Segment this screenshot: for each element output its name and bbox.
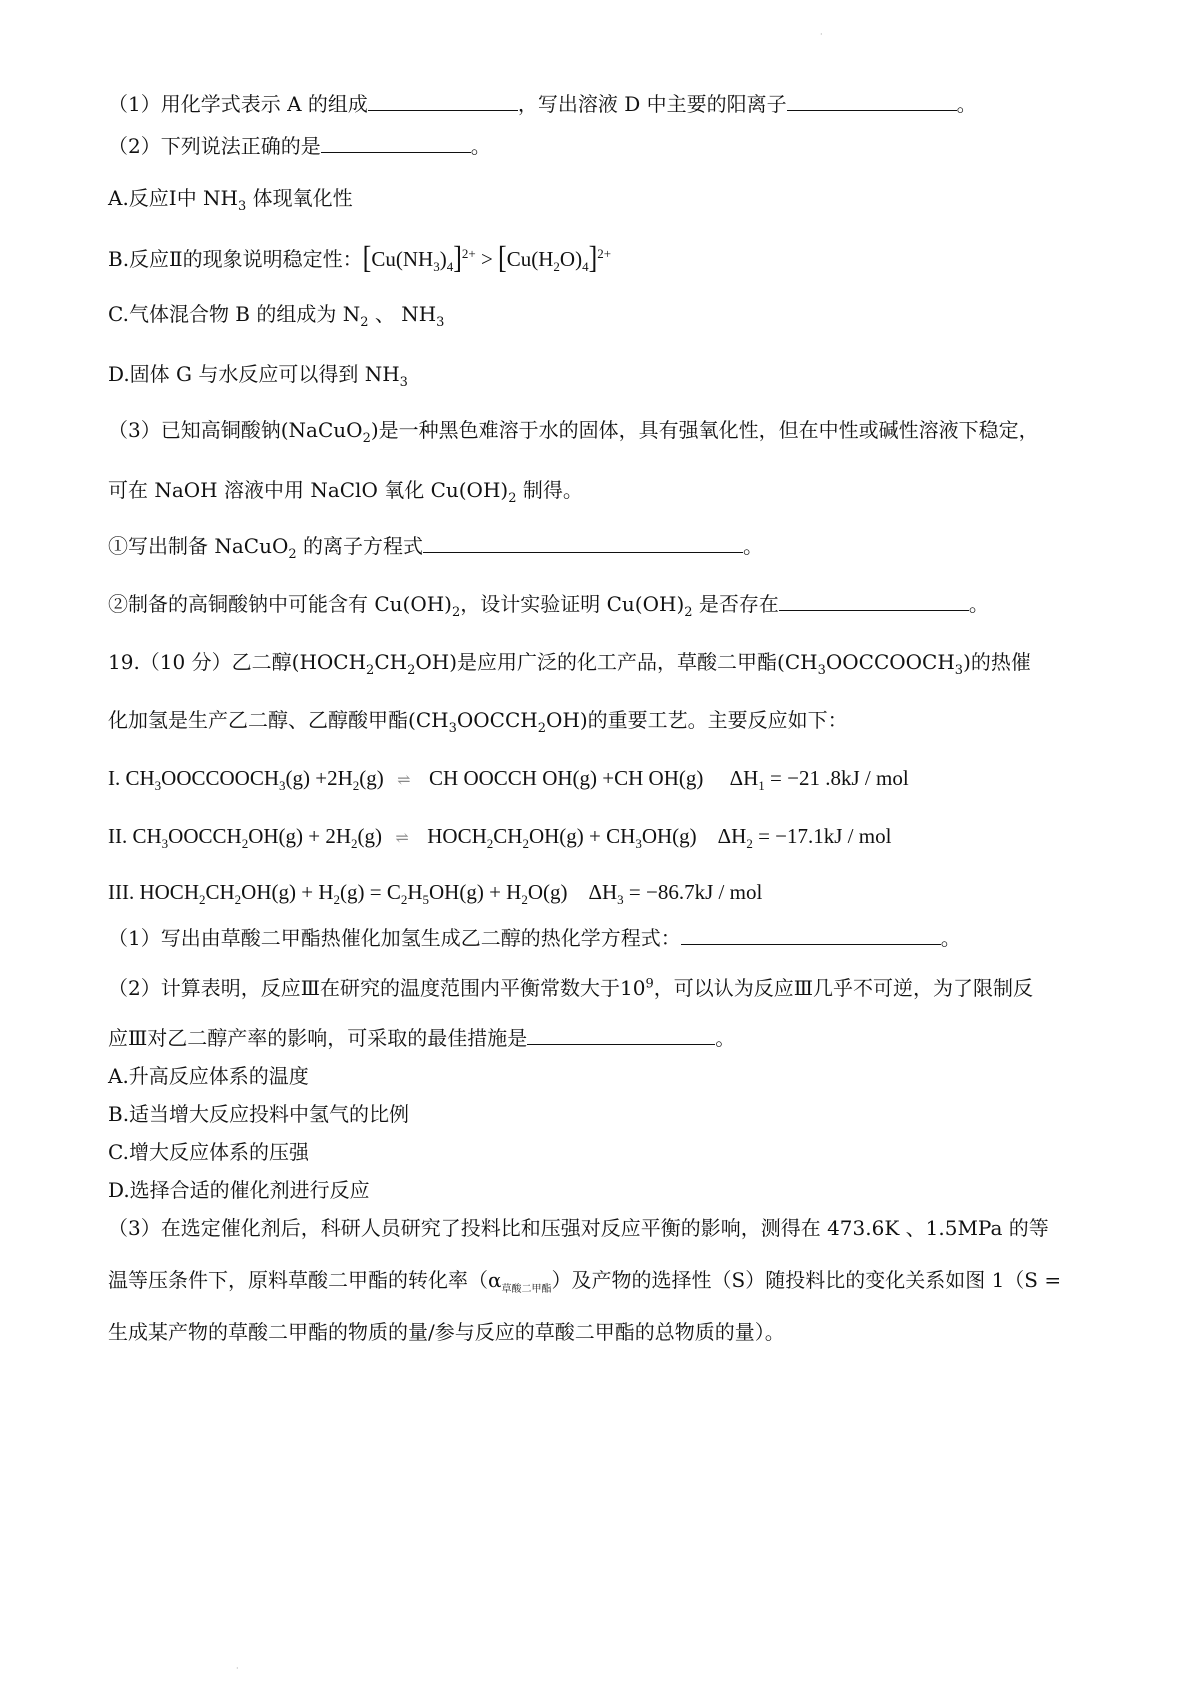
q19-option-b: B.适当增大反应投料中氢气的比例 [108,1102,410,1126]
answer-blank[interactable] [368,90,518,111]
q18-part1: （1）用化学式表示 A 的组成 ，写出溶液 D 中主要的阳离子 。 [108,92,977,116]
q18-part3-sub2: ②制备的高铜酸钠中可能含有 $Cu(OH)_2$，设计实验证明 $Cu(OH)_2$ 是否存在 。 [108,592,989,620]
option-b: B.反应Ⅱ的现象说明稳定性：$[Cu(NH_3)_4]^{2+} > [Cu(H_2O)_4]^{2+}$ [108,240,612,275]
answer-blank[interactable] [321,132,471,153]
scan-dot: · [820,30,823,39]
q19-part2-line1: （2）计算表明，反应Ⅲ在研究的温度范围内平衡常数大于$10^9$，可以认为反应Ⅲ几乎不可逆，为了限制反 [108,976,1034,1000]
answer-blank[interactable] [681,924,941,945]
answer-blank[interactable] [423,532,743,553]
q18-part2: （2）下列说法正确的是 。 [108,134,491,158]
q19-part3-line1: （3）在选定催化剂后，科研人员研究了投料比和压强对反应平衡的影响，测得在 473.6K 、1.5MPa 的等 [108,1216,1049,1240]
q19-part1: （1）写出由草酸二甲酯热催化加氢生成乙二醇的热化学方程式： 。 [108,926,961,950]
q19-part2-line2: 应Ⅲ对乙二醇产率的影响，可采取的最佳措施是 。 [108,1026,736,1050]
q18-part3-line1: （3）已知高铜酸钠(NaCuO$_2$)是一种黑色难溶于水的固体，具有强氧化性，但在中性或碱性溶液下稳定， [108,418,1039,446]
equilibrium-arrow-icon: ⇌ [397,772,411,789]
q19-intro-line2: 化加氢是生产乙二醇、乙醇酸甲酯$(CH_3OOCCH_2OH)$的重要工艺。主要反应如下： [108,708,848,736]
answer-blank[interactable] [787,90,957,111]
q19-part3-line3: 生成某产物的草酸二甲酯的物质的量/参与反应的草酸二甲酯的总物质的量）。 [108,1320,785,1344]
q19-part3-line2: 温等压条件下，原料草酸二甲酯的转化率$(\alpha_{草酸二甲酯})$及产物的选择性（S）随投料比的变化关系如图 1（S = [108,1268,1062,1295]
scan-dot: · [236,1664,239,1673]
reaction-2: II. $CH_3OOCCH_2OH(g) + 2H_2(g)$ ⇌ $HOCH_2CH_2OH(g) + CH_3OH(g)$ $\Delta H_2 = -17.1kJ$ / mol [108,824,892,852]
q18-part3-sub1: ①写出制备 NaCuO$_2$ 的离子方程式 。 [108,534,764,562]
equilibrium-arrow-icon: ⇌ [395,830,409,847]
q18-part3-line2: 可在 NaOH 溶液中用 NaClO 氧化 $Cu(OH)_2$ 制得。 [108,478,583,506]
reaction-1: I. $CH_3OOCCOOCH_3(g) +2H_2(g)$ ⇌ CH OOCCH OH(g) +CH OH(g) $\Delta H_1 = -21$ .8kJ / mol [108,766,909,794]
option-a: A.反应Ⅰ中 $NH_3$ 体现氧化性 [108,186,353,214]
reaction-3: III. $HOCH_2CH_2OH(g) + H_2(g) = C_2H_5OH(g) + H_2O(g)$ $\Delta H_3 = -86.7kJ$ / mol [108,880,763,908]
q19-option-d: D.选择合适的催化剂进行反应 [108,1178,370,1202]
q19-intro-line1: 19.（10 分）乙二醇$(HOCH_2CH_2OH)$是应用广泛的化工产品，草酸二甲酯$(CH_3OOCCOOCH_3)$的热催 [108,650,1031,678]
answer-blank[interactable] [527,1024,715,1045]
q19-option-c: C.增大反应体系的压强 [108,1140,309,1164]
option-d: D.固体 G 与水反应可以得到 $NH_3$ [108,362,408,390]
answer-blank[interactable] [779,590,969,611]
option-c: C.气体混合物 B 的组成为 $N_2$ 、 $NH_3$ [108,302,445,330]
q19-option-a: A.升高反应体系的温度 [108,1064,309,1088]
